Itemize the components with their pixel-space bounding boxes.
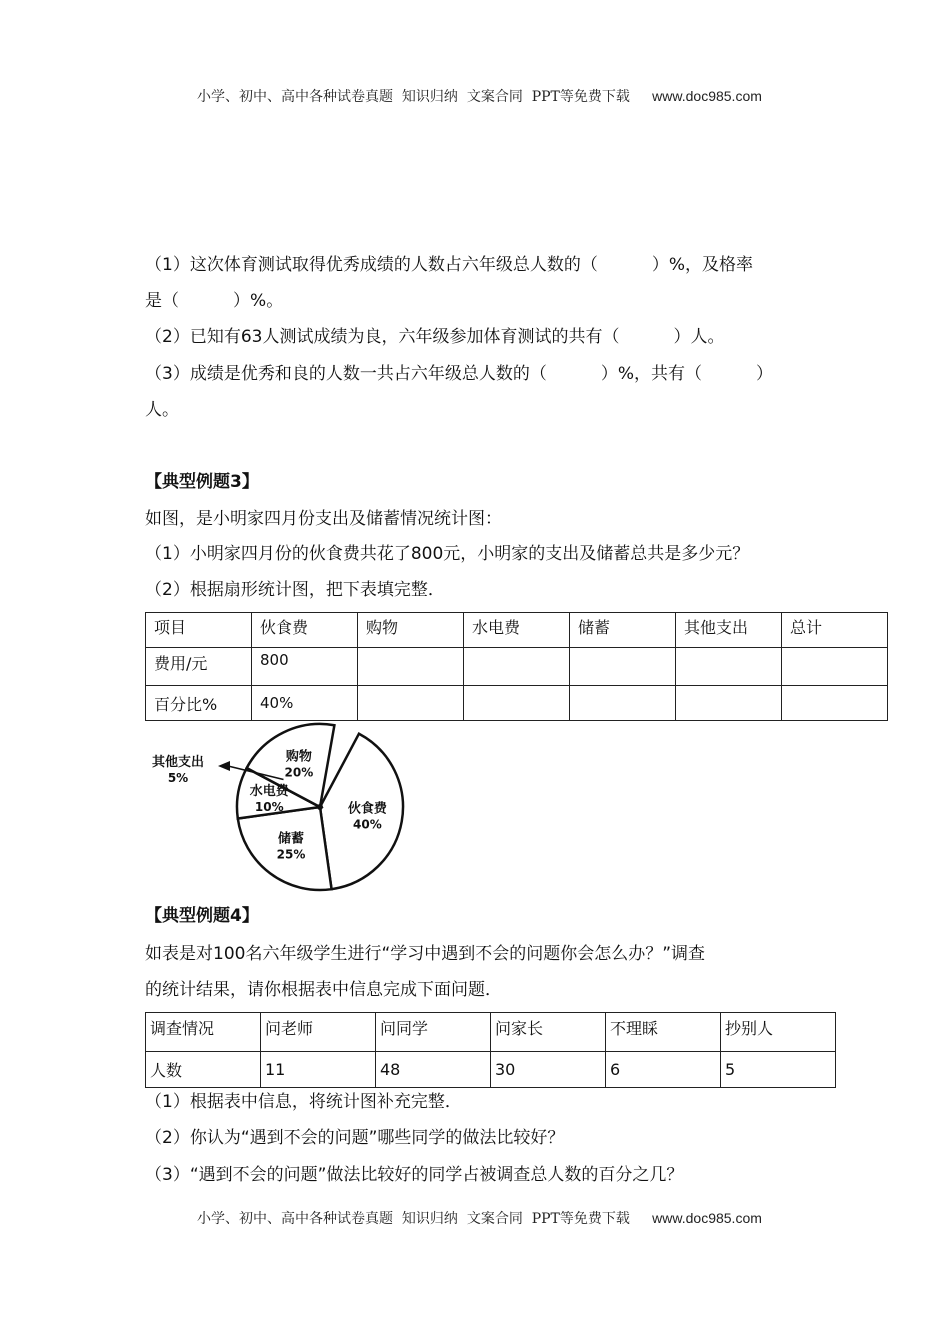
pie-label-other: 其他支出 [151, 755, 205, 770]
pie-value-shopping: 20% [284, 765, 314, 780]
table-cell: 5 [721, 1052, 836, 1088]
table-cell: 伙食费 [252, 613, 358, 648]
page-footer [0, 1192, 950, 1228]
question-2: （2）已知有63人测试成绩为良，六年级参加体育测试的共有（ ）人。 [145, 327, 725, 347]
table-cell: 问家长 [491, 1013, 606, 1052]
pie-label-shopping: 购物 [285, 749, 312, 765]
header-text: 小学、初中、高中各种试卷真题 知识归纳 文案合同 PPT等免费下载 [197, 89, 630, 105]
table-cell: 人数 [146, 1052, 261, 1088]
expense-pie-chart [140, 722, 410, 892]
example-3-title: 【典型例题3】 [145, 472, 259, 492]
table-cell [782, 686, 888, 721]
table-cell: 费用/元 [146, 648, 252, 686]
table-cell: 总计 [782, 613, 888, 648]
table-cell [676, 648, 782, 686]
table-cell [570, 648, 676, 686]
table-row [146, 1052, 836, 1088]
footer-text: 小学、初中、高中各种试卷真题 知识归纳 文案合同 PPT等免费下载 [197, 1211, 630, 1227]
footer-url[interactable]: www.doc985.com [652, 1210, 762, 1226]
page-header [0, 70, 950, 106]
table-cell [358, 648, 464, 686]
table-cell: 不理睬 [606, 1013, 721, 1052]
pie-value-savings: 25% [276, 847, 306, 862]
question-1-line-2: 是（ ）%。 [145, 291, 284, 311]
table-cell [782, 648, 888, 686]
pie-label-savings: 储蓄 [277, 831, 305, 847]
question-3-line-2: 人。 [145, 400, 179, 420]
example-4-intro-line-1: 如表是对100名六年级学生进行“学习中遇到不会的问题你会怎么办？”调查 [145, 944, 706, 964]
table-cell: 水电费 [464, 613, 570, 648]
table-header-row [146, 613, 888, 648]
question-1-line-1: （1）这次体育测试取得优秀成绩的人数占六年级总人数的（ ）%，及格率 [145, 255, 754, 275]
table-cell [676, 686, 782, 721]
table-cell: 项目 [146, 613, 252, 648]
table-cell: 6 [606, 1052, 721, 1088]
callout-arrow-icon [218, 761, 230, 771]
example-3-question-1: （1）小明家四月份的伙食费共花了800元，小明家的支出及储蓄总共是多少元？ [145, 544, 750, 564]
table-row [146, 648, 888, 686]
table-cell: 抄别人 [721, 1013, 836, 1052]
pie-value-other: 5% [167, 771, 189, 785]
table-cell [464, 686, 570, 721]
table-cell: 11 [261, 1052, 376, 1088]
table-cell: 48 [376, 1052, 491, 1088]
pie-label-utilities: 水电费 [249, 784, 289, 800]
table-cell: 百分比% [146, 686, 252, 721]
pie-label-food: 伙食费 [347, 801, 387, 817]
example-4-question-3: （3）“遇到不会的问题”做法比较好的同学占被调查总人数的百分之几？ [145, 1165, 684, 1185]
pie-value-food: 40% [353, 817, 382, 832]
table-header-row [146, 1013, 836, 1052]
table-row [146, 686, 888, 721]
example-4-intro-line-2: 的统计结果，请你根据表中信息完成下面问题． [145, 980, 502, 1000]
example-3-intro: 如图，是小明家四月份支出及储蓄情况统计图： [145, 509, 502, 529]
example-4-question-1: （1）根据表中信息，将统计图补充完整． [145, 1092, 462, 1112]
table-cell: 其他支出 [676, 613, 782, 648]
table-cell: 问同学 [376, 1013, 491, 1052]
expense-table [145, 612, 888, 721]
pie-center-dot [317, 804, 323, 810]
example-4-title: 【典型例题4】 [145, 906, 259, 926]
table-cell: 40% [252, 686, 358, 721]
pie-value-utilities: 10% [254, 800, 284, 815]
example-4-question-2: （2）你认为“遇到不会的问题”哪些同学的做法比较好？ [145, 1128, 565, 1148]
table-cell [358, 686, 464, 721]
example-3-question-2: （2）根据扇形统计图，把下表填完整． [145, 580, 445, 600]
header-url[interactable]: www.doc985.com [652, 88, 762, 104]
table-cell: 调查情况 [146, 1013, 261, 1052]
table-cell: 问老师 [261, 1013, 376, 1052]
table-cell: 30 [491, 1052, 606, 1088]
table-cell [464, 648, 570, 686]
table-cell: 储蓄 [570, 613, 676, 648]
question-3-line-1: （3）成绩是优秀和良的人数一共占六年级总人数的（ ）%，共有（ ） [145, 364, 774, 384]
table-cell: 800 [252, 648, 358, 686]
table-cell: 购物 [358, 613, 464, 648]
table-cell [570, 686, 676, 721]
survey-table [145, 1012, 836, 1088]
